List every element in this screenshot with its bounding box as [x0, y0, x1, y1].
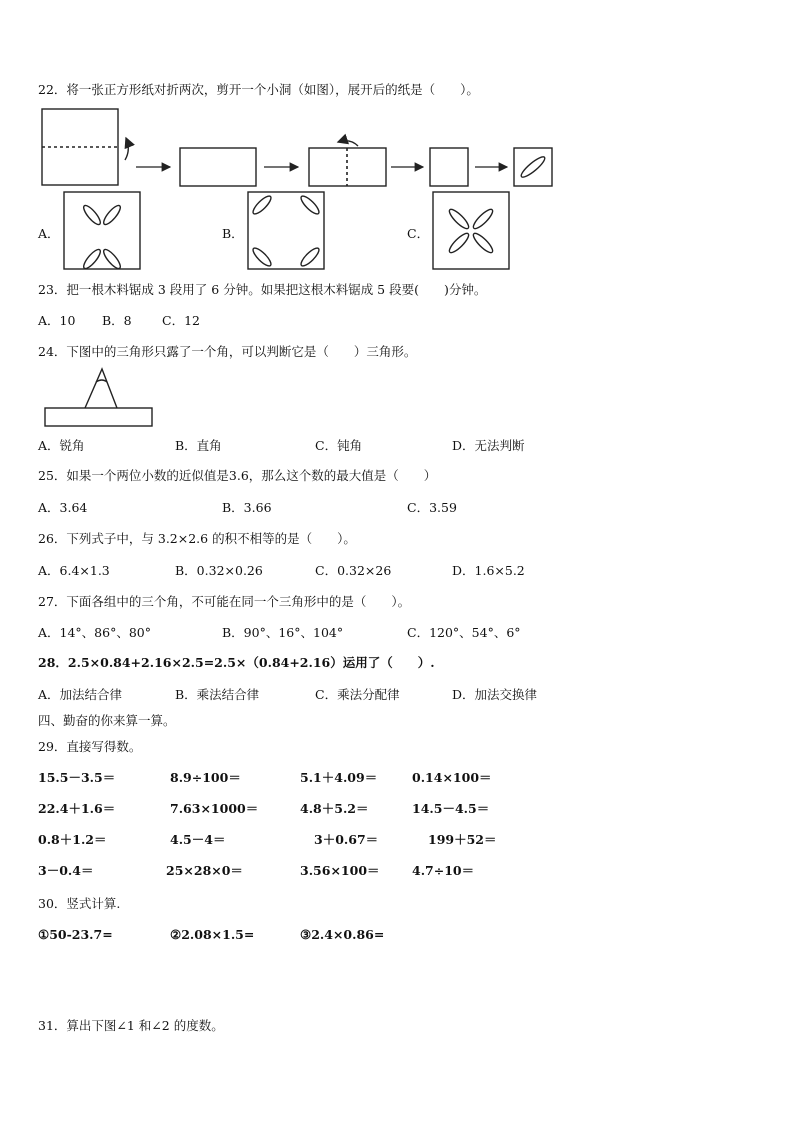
q29-r2-c1: 22.4＋1.6＝ [38, 801, 116, 816]
q29-r1-c2: 8.9÷100＝ [170, 770, 241, 785]
q28-option-b[interactable]: B．乘法结合律 [175, 687, 260, 702]
q22-option-a-label[interactable]: A． [38, 226, 60, 241]
q26-stem: 26．下列式子中，与 3.2×2.6 的积不相等的是（ ）。 [38, 531, 356, 546]
q26-option-d[interactable]: D．1.6×5.2 [452, 563, 525, 578]
q22-option-b-figure[interactable] [248, 192, 324, 269]
q30-item-1: ①50-23.7= [38, 927, 113, 942]
q28-stem: 28．2.5×0.84+2.16×2.5=2.5×（0.84+2.16）运用了（ ）. [38, 655, 435, 670]
q28-option-c[interactable]: C．乘法分配律 [315, 687, 400, 702]
q24-option-b[interactable]: B．直角 [175, 438, 222, 453]
q29-r2-c2: 7.63×1000＝ [170, 801, 259, 816]
q29-r4-c3: 3.56×100＝ [300, 863, 380, 878]
fold-left-arrow-icon [338, 141, 358, 146]
q25-option-a[interactable]: A．3.64 [38, 500, 88, 515]
q28-option-a[interactable]: A．加法结合律 [38, 687, 123, 702]
q29-r2-c3: 4.8＋5.2＝ [300, 801, 369, 816]
q23-option-a[interactable]: A．10 [38, 313, 76, 328]
q24-option-a[interactable]: A．锐角 [38, 438, 85, 453]
q29-r1-c1: 15.5－3.5＝ [38, 770, 116, 785]
q22-option-c-label[interactable]: C． [407, 226, 430, 241]
quarter-paper-cut-icon [514, 148, 552, 186]
cut-hole-icon [519, 154, 547, 179]
q27-option-a[interactable]: A．14°、86°、80° [38, 625, 151, 640]
q29-r3-c3: 3＋0.67＝ [314, 832, 379, 847]
fold-up-arrow-icon [125, 138, 128, 160]
q24-stem: 24．下图中的三角形只露了一个角，可以判断它是（ ）三角形。 [38, 344, 417, 359]
q22-option-c-figure[interactable] [433, 192, 509, 269]
q28-option-d[interactable]: D．加法交换律 [452, 687, 538, 702]
q25-option-b[interactable]: B．3.66 [222, 500, 272, 515]
q29-r2-c4: 14.5－4.5＝ [412, 801, 490, 816]
q22-option-b-label[interactable]: B． [222, 226, 244, 241]
quarter-paper-icon [430, 148, 468, 186]
q25-stem: 25．如果一个两位小数的近似值是3.6，那么这个数的最大值是（ ） [38, 468, 437, 483]
section4-heading: 四、勤奋的你来算一算。 [38, 713, 176, 728]
half-paper-icon [180, 148, 256, 186]
q26-option-b[interactable]: B．0.32×0.26 [175, 563, 263, 578]
q29-r4-c4: 4.7÷10＝ [412, 863, 475, 878]
q27-option-b[interactable]: B．90°、16°、104° [222, 625, 344, 640]
q29-r3-c2: 4.5－4＝ [170, 832, 226, 847]
q30-item-2: ②2.08×1.5= [170, 927, 255, 942]
q24-triangle-figure [45, 369, 152, 426]
q22-stem: 22．将一张正方形纸对折两次，剪开一个小洞（如图），展开后的纸是（ ）。 [38, 82, 479, 97]
q23-option-c[interactable]: C．12 [162, 313, 200, 328]
q29-r1-c3: 5.1＋4.09＝ [300, 770, 378, 785]
q27-option-c[interactable]: C．120°、54°、6° [407, 625, 521, 640]
q22-option-a-figure[interactable] [64, 192, 140, 271]
q22-fold-diagram [42, 109, 552, 186]
q27-stem: 27．下面各组中的三个角，不可能在同一个三角形中的是（ ）。 [38, 594, 411, 609]
q29-r1-c4: 0.14×100＝ [412, 770, 492, 785]
q23-option-b[interactable]: B．8 [102, 313, 132, 328]
q29-r3-c1: 0.8＋1.2＝ [38, 832, 107, 847]
q26-option-c[interactable]: C．0.32×26 [315, 563, 392, 578]
q29-r4-c1: 3－0.4＝ [38, 863, 94, 878]
q25-option-c[interactable]: C．3.59 [407, 500, 457, 515]
q31-stem: 31．算出下图∠1 和∠2 的度数。 [38, 1018, 224, 1033]
q23-stem: 23．把一根木料锯成 3 段用了 6 分钟。如果把这根木料锯成 5 段要( )分钟。 [38, 282, 487, 297]
q26-option-a[interactable]: A．6.4×1.3 [38, 563, 110, 578]
q30-stem: 30．竖式计算. [38, 896, 121, 911]
q30-item-3: ③2.4×0.86= [300, 927, 385, 942]
q24-option-d[interactable]: D．无法判断 [452, 438, 525, 453]
q29-r4-c2: 25×28×0＝ [166, 863, 243, 878]
q29-stem: 29．直接写得数。 [38, 739, 142, 754]
q24-option-c[interactable]: C．钝角 [315, 438, 363, 453]
q29-r3-c4: 199＋52＝ [428, 832, 497, 847]
